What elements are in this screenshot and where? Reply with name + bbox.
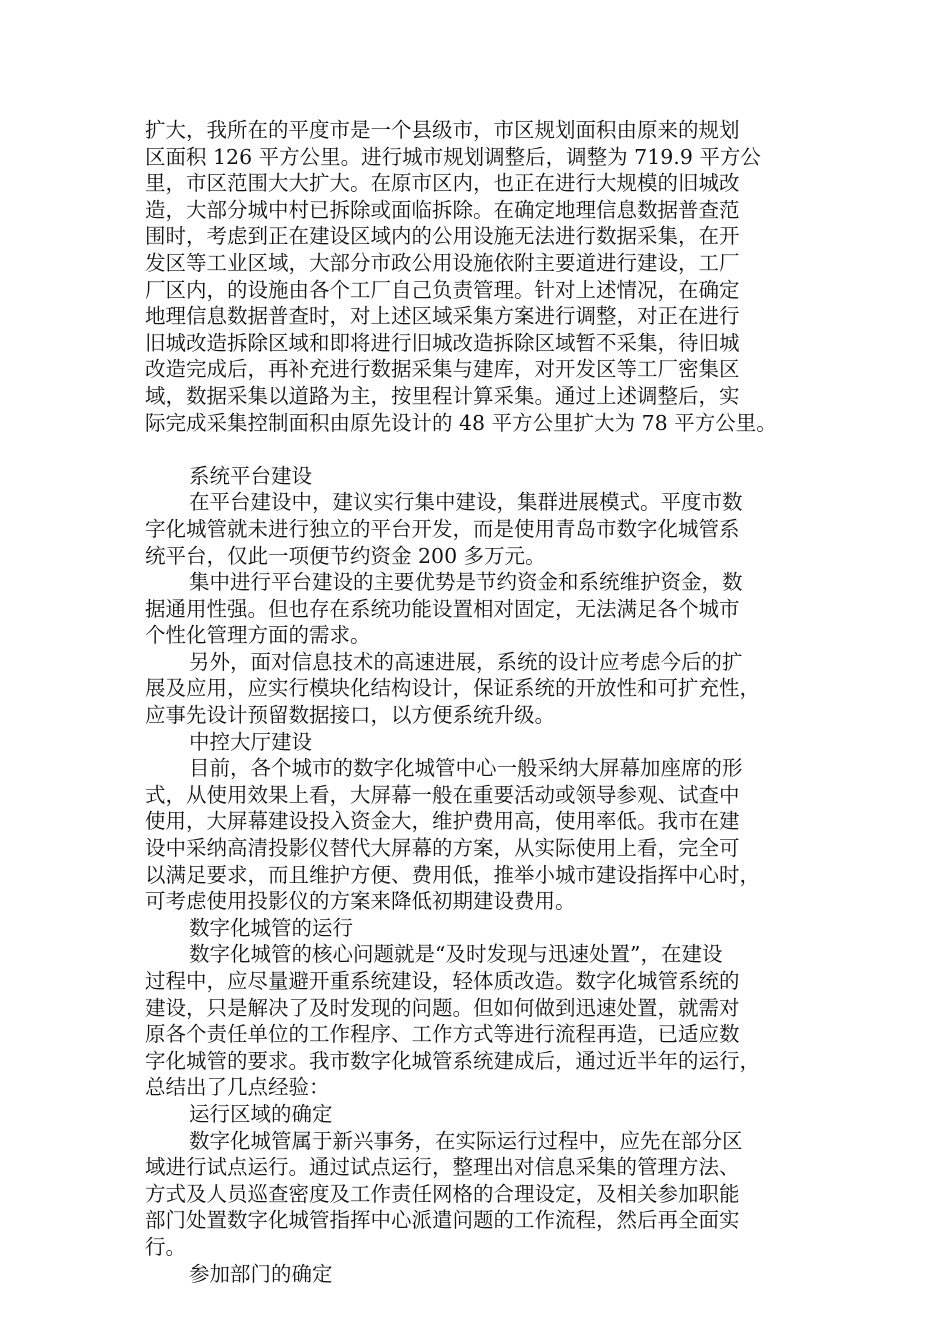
paragraph-line: 域进行试点运行。通过试点运行，整理出对信息采集的管理方法、 [145,1155,740,1180]
paragraph-line: 旧城改造拆除区域和即将进行旧城改造拆除区域暂不采集，待旧城 [145,330,740,355]
paragraph-line: 目前，各个城市的数字化城管中心一般采纳大屏幕加座席的形 [189,756,743,781]
document-body [145,117,805,1287]
paragraph-line: 原各个责任单位的工作程序、工作方式等进行流程再造，已适应数 [145,1022,740,1047]
paragraph-line: 展及应用，应实行模块化结构设计，保证系统的开放性和可扩充性， [145,676,760,701]
paragraph-line: 总结出了几点经验： [145,1075,330,1100]
section-heading: 中控大厅建设 [189,729,312,754]
blank-line [145,436,805,463]
section-heading: 运行区域的确定 [189,1101,333,1126]
paragraph-line: 方式及人员巡查密度及工作责任网格的合理设定，及相关参加职能 [145,1181,740,1206]
paragraph-line: 扩大，我所在的平度市是一个县级市，市区规划面积由原来的规划 [145,118,740,142]
paragraph-line: 据通用性强。但也存在系统功能设置相对固定，无法满足各个城市 [145,596,740,621]
paragraph-line: 在平台建设中，建议实行集中建设，集群进展模式。平度市数 [189,490,743,515]
paragraph-line: 造，大部分城中村已拆除或面临拆除。在确定地理信息数据普查范 [145,197,740,222]
section-heading: 系统平台建设 [189,463,312,488]
paragraph-line: 域，数据采集以道路为主，按里程计算采集。通过上述调整后，实 [145,383,740,408]
paragraph-line: 行。 [145,1234,186,1259]
paragraph-line: 数字化城管属于新兴事务，在实际运行过程中，应先在部分区 [189,1128,743,1153]
paragraph-line: 字化城管的要求。我市数字化城管系统建成后，通过近半年的运行， [145,1048,760,1073]
paragraph-line: 部门处置数字化城管指挥中心派遣问题的工作流程，然后再全面实 [145,1208,740,1233]
paragraph-line: 以满足要求，而且维护方便、费用低，推举小城市建设指挥中心时， [145,862,760,887]
paragraph-line: 可考虑使用投影仪的方案来降低初期建设费用。 [145,889,576,914]
section-heading: 数字化城管的运行 [189,915,353,940]
paragraph-line: 集中进行平台建设的主要优势是节约资金和系统维护资金，数 [189,570,743,595]
paragraph-line: 建设，只是解决了及时发现的问题。但如何做到迅速处置，就需对 [145,995,740,1020]
paragraph-line: 使用，大屏幕建设投入资金大，维护费用高，使用率低。我市在建 [145,809,740,834]
paragraph-line: 统平台，仅此一项便节约资金 200 多万元。 [145,543,546,568]
paragraph-line: 围时，考虑到正在建设区域内的公用设施无法进行数据采集，在开 [145,224,740,249]
paragraph-line: 字化城管就未进行独立的平台开发，而是使用青岛市数字化城管系 [145,516,740,541]
paragraph-line: 设中采纳高清投影仪替代大屏幕的方案，从实际使用上看，完全可 [145,836,740,861]
paragraph-line: 应事先设计预留数据接口，以方便系统升级。 [145,703,555,728]
paragraph-line: 地理信息数据普查时，对上述区域采集方案进行调整，对正在进行 [145,304,740,329]
paragraph-line: 发区等工业区域，大部分市政公用设施依附主要道进行建设，工厂 [145,250,740,275]
paragraph-line: 里，市区范围大大扩大。在原市区内，也正在进行大规模的旧城改 [145,171,740,196]
paragraph-line: 另外，面对信息技术的高速进展，系统的设计应考虑今后的扩 [189,649,743,674]
paragraph-line: 数字化城管的核心问题就是“及时发现与迅速处置”，在建设 [189,942,723,967]
paragraph-line: 际完成采集控制面积由原先设计的 48 平方公里扩大为 78 平方公里。 [145,410,777,435]
paragraph-line: 区面积 126 平方公里。进行城市规划调整后，调整为 719.9 平方公 [145,144,761,169]
paragraph-line: 厂区内，的设施由各个工厂自己负责管理。针对上述情况，在确定 [145,277,740,302]
section-heading: 参加部门的确定 [189,1261,333,1286]
paragraph-line: 过程中，应尽量避开重系统建设，轻体质改造。数字化城管系统的 [145,969,740,993]
paragraph-line: 改造完成后，再补充进行数据采集与建库，对开发区等工厂密集区 [145,357,740,382]
paragraph-line: 个性化管理方面的需求。 [145,623,371,648]
paragraph-line: 式，从使用效果上看，大屏幕一般在重要活动或领导参观、试查中 [145,782,740,807]
